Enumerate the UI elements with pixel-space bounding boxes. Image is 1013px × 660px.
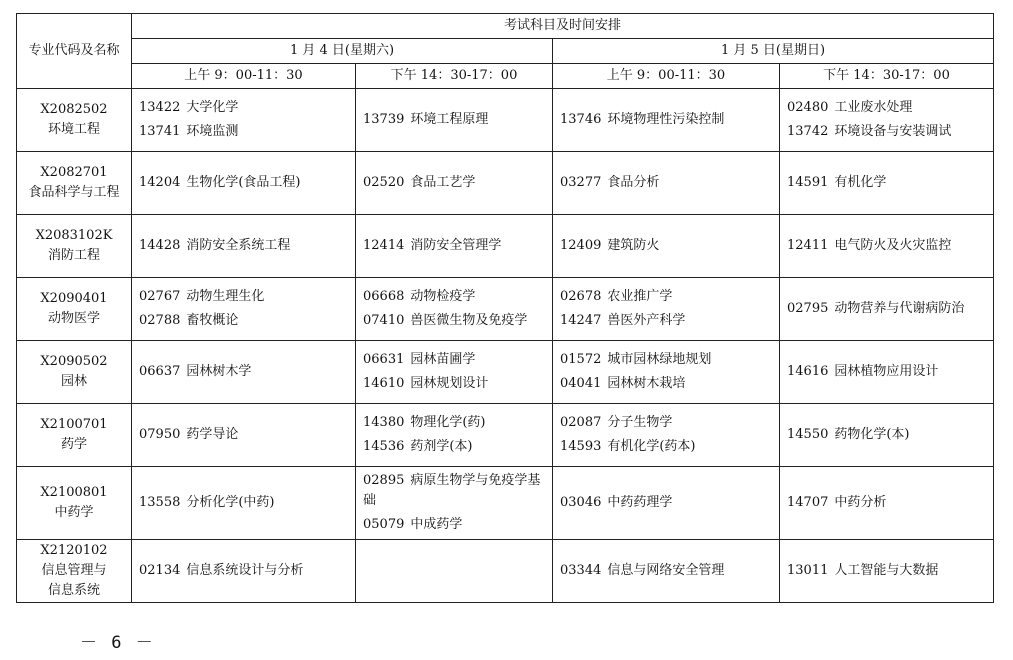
- schedule-body: [17, 89, 994, 603]
- slot-cell: [780, 152, 994, 215]
- major-cell: [17, 467, 132, 540]
- subject-name: 中药药理学: [607, 495, 673, 510]
- subject-entry: [560, 173, 779, 193]
- subject-code: 13746: [560, 112, 602, 127]
- slot-header-jan4-am: 上午 9：00-11：30: [132, 64, 356, 89]
- subject-code: 14591: [787, 175, 829, 190]
- subject-code: 02678: [560, 289, 602, 304]
- subject-entry: [139, 98, 355, 118]
- subject-name: 电气防火及火灾监控: [834, 238, 952, 253]
- subject-name: 动物检疫学: [410, 289, 476, 304]
- subject-code: 03277: [560, 175, 602, 190]
- slot-cell: [780, 540, 994, 603]
- slot-cell: [132, 152, 356, 215]
- subject-name: 生物化学(食品工程): [186, 175, 301, 190]
- subject-entry: [787, 362, 993, 382]
- subject-code: 02767: [139, 289, 181, 304]
- subject-name: 药学导论: [186, 427, 239, 442]
- subject-code: 05079: [363, 517, 405, 532]
- slot-cell: [780, 467, 994, 540]
- subject-code: 06637: [139, 364, 181, 379]
- table-row: [17, 278, 994, 341]
- subject-code: 02895: [363, 473, 405, 488]
- subject-entry: [363, 236, 552, 256]
- slot-cell: [553, 215, 780, 278]
- subject-name: 中药分析: [834, 495, 887, 510]
- subject-name: 信息与网络安全管理: [607, 563, 725, 578]
- subject-entry: [560, 236, 779, 256]
- subject-entry: [139, 173, 355, 193]
- major-cell: [17, 215, 132, 278]
- subject-entry: [787, 425, 993, 445]
- subject-name: 中成药学: [410, 517, 463, 532]
- subject-entry: [139, 287, 355, 307]
- subject-entry: [139, 236, 355, 256]
- subject-name: 药物化学(本): [834, 427, 910, 442]
- subject-code: 02795: [787, 301, 829, 316]
- subject-code: 14428: [139, 238, 181, 253]
- table-row: [17, 540, 994, 603]
- subject-entry: [560, 311, 779, 331]
- slot-cell: [780, 278, 994, 341]
- subject-name: 物理化学(药): [410, 415, 486, 430]
- major-column-header: 专业代码及名称: [17, 14, 132, 89]
- table-row: [17, 467, 994, 540]
- slot-cell: [132, 341, 356, 404]
- slot-cell: [780, 215, 994, 278]
- slot-cell: [132, 89, 356, 152]
- subject-entry: [560, 561, 779, 581]
- subject-code: 13742: [787, 124, 829, 139]
- subject-name: 园林树木学: [186, 364, 252, 379]
- major-name: 动物医学: [47, 311, 100, 326]
- subject-code: 04041: [560, 376, 602, 391]
- subject-name: 药剂学(本): [410, 439, 473, 454]
- subject-name: 建筑防火: [607, 238, 660, 253]
- subject-name: 人工智能与大数据: [834, 563, 939, 578]
- subject-code: 14380: [363, 415, 405, 430]
- subject-code: 12411: [787, 238, 829, 253]
- subject-code: 13558: [139, 495, 181, 510]
- subject-name: 消防安全管理学: [410, 238, 502, 253]
- subject-entry: [560, 350, 779, 370]
- subject-entry: [560, 437, 779, 457]
- subject-code: 14536: [363, 439, 405, 454]
- subject-code: 03344: [560, 563, 602, 578]
- subject-code: 14616: [787, 364, 829, 379]
- subject-entry: [787, 493, 993, 513]
- day-header-jan5: 1 月 5 日(星期日): [553, 39, 994, 64]
- subject-entry: [787, 561, 993, 581]
- major-code: X2083102K: [35, 228, 113, 243]
- subject-name: 园林苗圃学: [410, 352, 476, 367]
- slot-header-jan5-am: 上午 9：00-11：30: [553, 64, 780, 89]
- subject-code: 03046: [560, 495, 602, 510]
- slot-cell: [553, 540, 780, 603]
- subject-entry: [560, 413, 779, 433]
- subject-entry: [139, 493, 355, 513]
- subject-entry: [363, 173, 552, 193]
- subject-code: 02520: [363, 175, 405, 190]
- subject-entry: [363, 350, 552, 370]
- major-code: X2120102: [40, 543, 108, 558]
- schedule-title-header: 考试科目及时间安排: [132, 14, 994, 39]
- subject-entry: [560, 110, 779, 130]
- subject-entry: [139, 561, 355, 581]
- subject-entry: [787, 122, 993, 142]
- slot-cell: [553, 89, 780, 152]
- subject-entry: [363, 311, 552, 331]
- slot-cell: [132, 278, 356, 341]
- slot-cell: [553, 467, 780, 540]
- subject-name: 有机化学: [834, 175, 887, 190]
- subject-name: 畜牧概论: [186, 313, 239, 328]
- table-row: [17, 404, 994, 467]
- subject-entry: [363, 374, 552, 394]
- subject-code: 02480: [787, 100, 829, 115]
- major-name: 信息系统: [47, 583, 100, 598]
- slot-cell: [553, 341, 780, 404]
- subject-name: 分子生物学: [607, 415, 673, 430]
- table-row: [17, 152, 994, 215]
- major-code: X2100701: [40, 417, 108, 432]
- subject-name: 消防安全系统工程: [186, 238, 291, 253]
- header-row-days: [17, 39, 994, 64]
- table-row: [17, 89, 994, 152]
- major-code: X2100801: [40, 485, 108, 500]
- major-name: 消防工程: [47, 248, 100, 263]
- subject-entry: [139, 362, 355, 382]
- subject-entry: [787, 98, 993, 118]
- subject-entry: [363, 437, 552, 457]
- slot-cell: [780, 404, 994, 467]
- slot-cell: [132, 215, 356, 278]
- subject-name: 城市园林绿地规划: [607, 352, 712, 367]
- exam-schedule-table: [16, 13, 994, 603]
- subject-name: 分析化学(中药): [186, 495, 275, 510]
- subject-entry: [139, 425, 355, 445]
- subject-code: 07950: [139, 427, 181, 442]
- major-code: X2090502: [40, 354, 108, 369]
- subject-name: 大学化学: [186, 100, 239, 115]
- slot-cell: [780, 89, 994, 152]
- subject-name: 有机化学(药本): [607, 439, 696, 454]
- subject-code: 07410: [363, 313, 405, 328]
- subject-name: 环境监测: [186, 124, 239, 139]
- subject-code: 02087: [560, 415, 602, 430]
- major-name: 园林: [60, 374, 87, 389]
- subject-entry: [560, 287, 779, 307]
- header-row-slots: [17, 64, 994, 89]
- slot-cell: [780, 341, 994, 404]
- major-cell: [17, 404, 132, 467]
- major-cell: [17, 278, 132, 341]
- subject-name: 环境物理性污染控制: [607, 112, 725, 127]
- subject-name: 环境工程原理: [410, 112, 489, 127]
- slot-cell: [356, 404, 553, 467]
- slot-cell: [356, 341, 553, 404]
- table-row: [17, 341, 994, 404]
- subject-entry: [139, 311, 355, 331]
- subject-code: 01572: [560, 352, 602, 367]
- day-header-jan4: 1 月 4 日(星期六): [132, 39, 553, 64]
- subject-code: 14610: [363, 376, 405, 391]
- subject-name: 食品工艺学: [410, 175, 476, 190]
- slot-cell: [132, 540, 356, 603]
- major-name: 环境工程: [47, 122, 100, 137]
- slot-cell: [356, 215, 553, 278]
- subject-name: 病原生物学与免疫学基础: [363, 473, 541, 508]
- slot-cell: [553, 152, 780, 215]
- subject-code: 14593: [560, 439, 602, 454]
- major-name: 药学: [60, 437, 87, 452]
- subject-code: 02788: [139, 313, 181, 328]
- slot-cell: [356, 467, 553, 540]
- subject-entry: [560, 493, 779, 513]
- slot-cell: [553, 404, 780, 467]
- subject-code: 14707: [787, 495, 829, 510]
- subject-name: 信息系统设计与分析: [186, 563, 304, 578]
- subject-entry: [363, 110, 552, 130]
- subject-name: 园林树木栽培: [607, 376, 686, 391]
- subject-entry: [787, 173, 993, 193]
- slot-cell: [356, 89, 553, 152]
- subject-name: 动物营养与代谢病防治: [834, 301, 965, 316]
- subject-entry: [560, 374, 779, 394]
- subject-entry: [139, 122, 355, 142]
- subject-name: 园林规划设计: [410, 376, 489, 391]
- slot-cell: [132, 404, 356, 467]
- slot-cell: [132, 467, 356, 540]
- subject-code: 14550: [787, 427, 829, 442]
- major-cell: [17, 341, 132, 404]
- slot-cell: [356, 278, 553, 341]
- subject-entry: [363, 287, 552, 307]
- subject-entry: [363, 471, 552, 511]
- major-cell: [17, 540, 132, 603]
- subject-entry: [363, 413, 552, 433]
- page-number: － 6 －: [80, 633, 155, 653]
- slot-cell: [356, 152, 553, 215]
- subject-name: 环境设备与安装调试: [834, 124, 952, 139]
- major-cell: [17, 152, 132, 215]
- subject-entry: [787, 299, 993, 319]
- subject-name: 工业废水处理: [834, 100, 913, 115]
- slot-header-jan4-pm: 下午 14：30-17：00: [356, 64, 553, 89]
- subject-name: 农业推广学: [607, 289, 673, 304]
- subject-entry: [787, 236, 993, 256]
- major-name: 食品科学与工程: [28, 185, 120, 200]
- subject-code: 13011: [787, 563, 829, 578]
- major-name: 中药学: [54, 505, 94, 520]
- subject-code: 13422: [139, 100, 181, 115]
- subject-code: 14204: [139, 175, 181, 190]
- subject-code: 13739: [363, 112, 405, 127]
- subject-name: 食品分析: [607, 175, 660, 190]
- subject-name: 兽医外产科学: [607, 313, 686, 328]
- major-name: 信息管理与: [41, 563, 107, 578]
- subject-code: 14247: [560, 313, 602, 328]
- major-cell: [17, 89, 132, 152]
- subject-code: 13741: [139, 124, 181, 139]
- major-code: X2082502: [40, 102, 108, 117]
- subject-entry: [363, 515, 552, 535]
- subject-code: 06631: [363, 352, 405, 367]
- subject-code: 12414: [363, 238, 405, 253]
- subject-name: 兽医微生物及免疫学: [410, 313, 528, 328]
- subject-code: 02134: [139, 563, 181, 578]
- subject-name: 园林植物应用设计: [834, 364, 939, 379]
- subject-code: 12409: [560, 238, 602, 253]
- slot-cell: [356, 540, 553, 603]
- slot-header-jan5-pm: 下午 14：30-17：00: [780, 64, 994, 89]
- slot-cell: [553, 278, 780, 341]
- table-row: [17, 215, 994, 278]
- major-code: X2082701: [40, 165, 108, 180]
- major-code: X2090401: [40, 291, 108, 306]
- header-row-title: [17, 14, 994, 39]
- subject-name: 动物生理生化: [186, 289, 265, 304]
- subject-code: 06668: [363, 289, 405, 304]
